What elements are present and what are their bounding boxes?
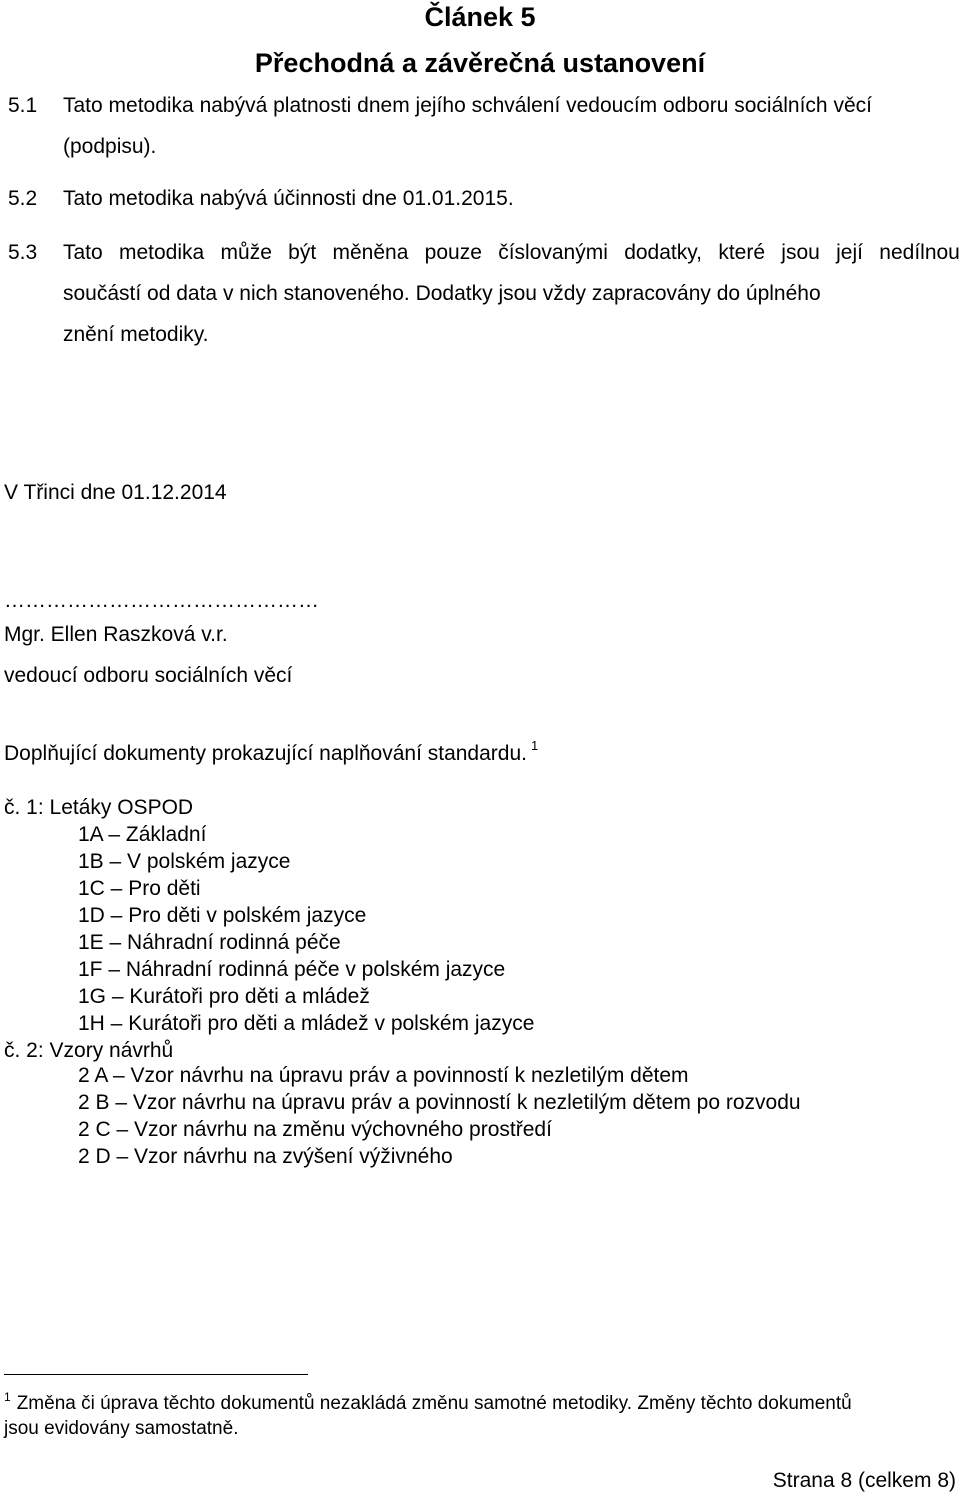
word: metodika <box>119 241 205 264</box>
footnote-mark: 1 <box>4 1390 11 1404</box>
word: může <box>220 241 272 264</box>
signatory-role: vedoucí odboru sociálních věcí <box>4 664 293 687</box>
footnote-line: jsou evidovány samostatně. <box>4 1418 239 1439</box>
section-line: (podpisu). <box>63 135 157 158</box>
section-number: 5.2 <box>8 187 38 210</box>
word: být <box>288 241 317 264</box>
section-line: znění metodiky. <box>63 323 209 346</box>
section-number: 5.1 <box>8 94 38 117</box>
list-item: 1E – Náhradní rodinná péče <box>78 931 341 954</box>
list-item: 1H – Kurátoři pro děti a mládež v polském jazyce <box>78 1012 535 1035</box>
list-item: 1B – V polském jazyce <box>78 850 291 873</box>
section-number: 5.3 <box>8 241 38 264</box>
list-item: 2 C – Vzor návrhu na změnu výchovného prostředí <box>78 1118 552 1141</box>
group-1-title: č. 1: Letáky OSPOD <box>4 796 194 819</box>
word: které <box>718 241 765 264</box>
place-date: V Třinci dne 01.12.2014 <box>4 481 227 504</box>
list-item: 1A – Základní <box>78 823 207 846</box>
word: dodatky, <box>624 241 703 264</box>
list-item: 1F – Náhradní rodinná péče v polském jazyce <box>78 958 506 981</box>
list-item: 2 D – Vzor návrhu na zvýšení výživného <box>78 1145 453 1168</box>
signatory-name: Mgr. Ellen Raszková v.r. <box>4 623 228 646</box>
word: Tato <box>63 241 103 264</box>
footnote-line: Změna či úprava těchto dokumentů nezakládá změnu samotné metodiky. Změny těchto dokumentů <box>16 1393 852 1414</box>
word: jsou <box>781 241 820 264</box>
list-item: 1G – Kurátoři pro děti a mládež <box>78 985 370 1008</box>
list-item: 1C – Pro děti <box>78 877 201 900</box>
article-title: Přechodná a závěrečná ustanovení <box>254 48 706 78</box>
word: nedílnou <box>879 241 960 264</box>
list-item: 1D – Pro děti v polském jazyce <box>78 904 367 927</box>
documents-heading <box>4 738 539 765</box>
list-item: 2 A – Vzor návrhu na úpravu práv a povinností k nezletilým dětem <box>78 1064 689 1087</box>
documents-heading-text: Doplňující dokumenty prokazující naplňování standardu. <box>4 742 527 765</box>
footnote-separator <box>4 1374 308 1375</box>
section-line <box>63 242 960 263</box>
signature-dots: ……………………………………… <box>4 589 319 612</box>
word: její <box>836 241 863 264</box>
section-line: Tato metodika nabývá účinnosti dne 01.01.2015. <box>63 187 514 210</box>
section-line: součástí od data v nich stanoveného. Dodatky jsou vždy zapracovány do úplného <box>63 282 821 305</box>
footnote-reference: 1 <box>530 738 539 753</box>
group-2-title: č. 2: Vzory návrhů <box>4 1039 174 1062</box>
word: měněna <box>332 241 409 264</box>
article-heading: Článek 5 <box>424 2 536 32</box>
page-number: Strana 8 (celkem 8) <box>772 1469 956 1492</box>
word: číslovanými <box>498 241 608 264</box>
section-line: Tato metodika nabývá platnosti dnem jejího schválení vedoucím odboru sociálních věcí <box>63 94 872 117</box>
word: pouze <box>424 241 482 264</box>
list-item: 2 B – Vzor návrhu na úpravu práv a povinností k nezletilým dětem po rozvodu <box>78 1091 801 1114</box>
footnote <box>4 1390 852 1415</box>
